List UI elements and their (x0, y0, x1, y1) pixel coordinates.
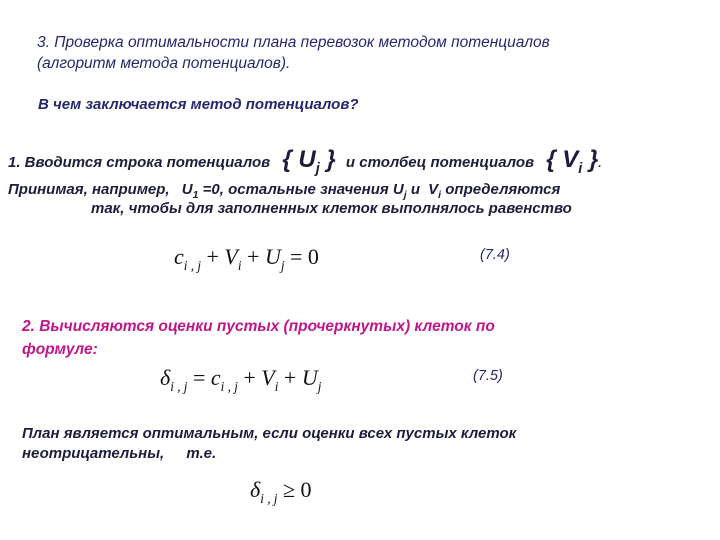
uj-symbol: $U_j$ (392, 181, 407, 201)
formula-7-5-label (473, 368, 503, 384)
potential-row-symbol: { $U_j$ } (282, 146, 336, 177)
step-1-line-2c: и (410, 181, 420, 198)
conclusion-line-2b: т.е. (186, 445, 217, 462)
step-1-line-3-text: так, чтобы для заполненных клеток выполнялось равенство (91, 200, 572, 217)
formula-7-4-label (480, 247, 510, 263)
step-2-line-2 (22, 341, 98, 359)
vi-symbol: $V_i$ (428, 181, 442, 201)
question (38, 96, 359, 113)
step-2-line-2-text: формуле: (22, 341, 98, 358)
potential-column-symbol: { $V_i$ } (546, 146, 599, 177)
heading-line-1 (37, 34, 550, 52)
conclusion-line-1-text: План является оптимальным, если оценки всех пустых клеток (22, 425, 517, 442)
step-1-middle: и столбец потенциалов (345, 154, 535, 171)
formula-7-4: $c_{i , j} + V_i + U_j = 0$ (174, 244, 319, 273)
heading-text-1: 3. Проверка оптимальности плана перевозок методом потенциалов (37, 34, 550, 51)
step-1-line-2d: определяются (445, 181, 561, 198)
heading-line-2 (37, 55, 290, 73)
inequality-delta: $\delta_{i , j} \ge 0$ (250, 477, 312, 506)
step-1-line-2a: Принимая, например, (8, 181, 170, 198)
step-1-line-2 (8, 181, 560, 201)
formula-7-5: $\delta_{i , j} = c_{i , j} + V_i + U_j$ (160, 365, 322, 394)
step-2-line-1 (22, 318, 495, 336)
question-text: В чем заключается метод потенциалов? (38, 96, 359, 113)
formula-7-4-label-text: (7.4) (480, 247, 510, 263)
step-1-prefix: 1. Вводится строка потенциалов (8, 154, 271, 171)
heading-text-2: (алгоритм метода потенциалов). (37, 55, 291, 72)
step-2-line-1-text: 2. Вычисляются оценки пустых (прочеркнутых) клеток по (22, 318, 495, 335)
conclusion-line-1 (22, 425, 516, 442)
u1-symbol: $U_1$ (181, 181, 199, 201)
conclusion-line-2 (22, 445, 216, 462)
step-1-line-3 (91, 200, 572, 217)
step-1-line-2b: =0, остальные значения (202, 181, 389, 198)
conclusion-line-2a: неотрицательны, (22, 445, 165, 462)
formula-7-5-label-text: (7.5) (473, 368, 503, 384)
step-1-line-1: 1. Вводится строка потенциалов { $U_j$ } и столбец потенциалов { $V_i$ }. (8, 146, 602, 177)
